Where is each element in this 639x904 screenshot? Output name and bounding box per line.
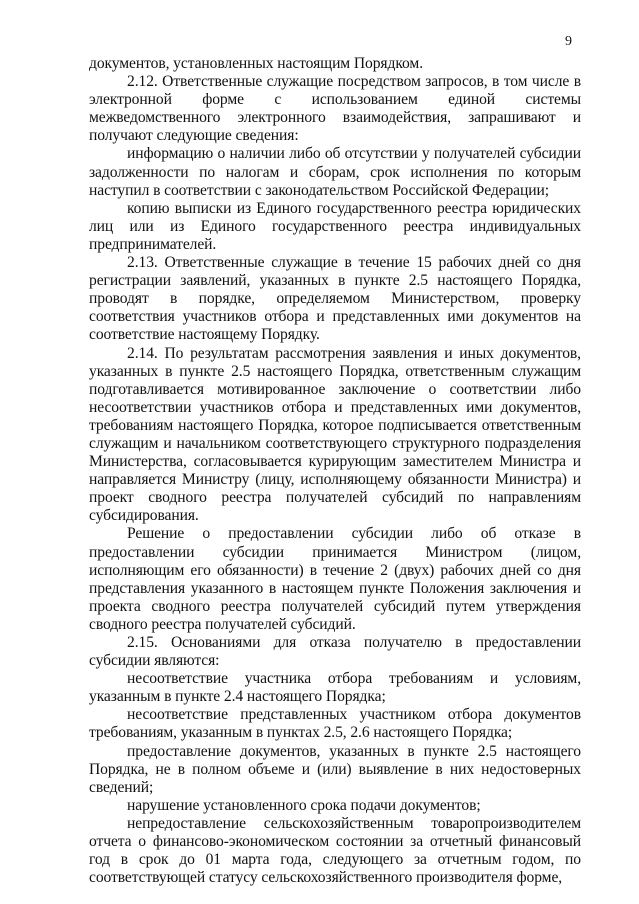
paragraph-continuation: документов, установленных настоящим Порядком. [89,55,423,72]
page-number: 9 [565,34,572,49]
paragraph-2-13: 2.13. Ответственные служащие в течение 15 рабочих дней со дня регистрации заявлений, указанных в пункте 2.5 настоящего Порядка, проводят в порядке, определяемом Министерством, проверку соответствия участников отбора и представленных ими документов на соответствие настоящему Порядку. [89,254,581,344]
paragraph-refusal-ground-4: нарушение установленного срока подачи документов; [127,796,481,814]
paragraph-2-12: 2.12. Ответственные служащие посредством запросов, в том числе в электронной форме с использованием единой системы межведомственного электронного взаимодействия, запрашивают и получают следующие сведения: [89,73,581,145]
document-body [89,55,581,887]
paragraph-refusal-ground-1: несоответствие участника отбора требованиям и условиям, указанным в пункте 2.4 настоящего Порядка; [89,670,581,706]
paragraph-decision: Решение о предоставлении субсидии либо об отказе в предоставлении субсидии принимается Министром (лицом, исполняющим его обязанности) в течение 2 (двух) рабочих дней со дня представления указанного в настоящем пункте Положения заключения и проекта сводного реестра получателей субсидий путем утверждения сводного реестра получателей субсидий. [89,525,581,633]
paragraph-refusal-ground-3: предоставление документов, указанных в пункте 2.5 настоящего Порядка, не в полном объеме и (или) выявление в них недостоверных сведений; [89,742,581,796]
paragraph-2-15: 2.15. Основаниями для отказа получателю в предоставлении субсидии являются: [89,634,581,670]
paragraph-registry-extract: копию выписки из Единого государственного реестра юридических лиц или из Единого государственного реестра индивидуальных предпринимателей. [89,199,581,253]
paragraph-2-14: 2.14. По результатам рассмотрения заявления и иных документов, указанных в пункте 2.5 настоящего Порядка, ответственным служащим подготавливается мотивированное заключение о соответствии либо несоответствии участников отбора и представленных ими документов, требованиям настоящего Порядка, которое подписывается ответственным служащим и начальником соответствующего структурного подразделения Министерства, согласовывается курирующим заместителем Министра и направляется Министру (лицу, исполняющему обязанности Министра) и проект сводного реестра получателей субсидий по направлениям субсидирования. [89,344,581,525]
paragraph-refusal-ground-5: непредоставление сельскохозяйственным товаропроизводителем отчета о финансово-экономическом состоянии за отчетный финансовый год в срок до 01 марта года, следующего за отчетным годом, по соответствующей статусу сельскохозяйственного производителя форме, [89,814,581,887]
paragraph-tax-debt-info: информацию о наличии либо об отсутствии у получателей субсидии задолженности по налогам и сборам, срок исполнения по которым наступил в соответствии с законодательством Российской Федерации; [89,145,581,199]
paragraph-refusal-ground-2: несоответствие представленных участником отбора документов требованиям, указанным в пунктах 2.5, 2.6 настоящего Порядка; [89,706,581,742]
